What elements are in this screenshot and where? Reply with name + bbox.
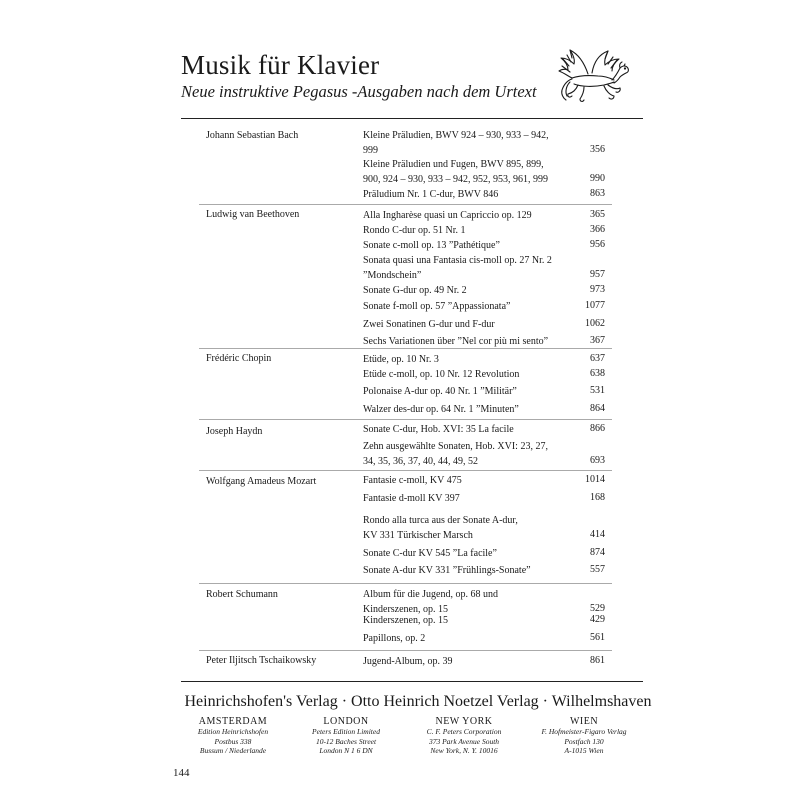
publisher-line: Heinrichshofen's Verlag · Otto Heinrich Noetzel Verlag · Wilhelmshaven	[184, 693, 652, 710]
edition-number: 990	[590, 172, 605, 184]
composer-name: Joseph Haydn	[206, 426, 263, 437]
work-title-line: Kinderszenen, op. 15	[363, 615, 448, 626]
work-title-line: Rondo C-dur op. 51 Nr. 1	[363, 225, 466, 236]
work-title	[363, 284, 573, 299]
work-title-line: ”Mondschein”	[363, 269, 422, 281]
work-title-line: Etüde, op. 10 Nr. 3	[363, 354, 439, 365]
work-title-line: Sonate C-dur, Hob. XVI: 35 La facile	[363, 424, 514, 435]
work-title-line: Fantasie c-moll, KV 475	[363, 475, 462, 486]
city-wien	[519, 716, 649, 756]
edition-number: 168	[590, 492, 605, 503]
work-title	[363, 440, 573, 469]
pegasus-icon	[558, 46, 632, 104]
work-title	[363, 368, 573, 383]
composer-name: Johann Sebastian Bach	[206, 130, 299, 141]
work-title	[363, 632, 573, 647]
work-title	[363, 188, 573, 203]
work-title-line: Etüde c-moll, op. 10 Nr. 12 Revolution	[363, 369, 520, 380]
work-title-line: Sechs Variationen über ”Nel cor più mi sento”	[363, 336, 549, 347]
edition-number: 861	[590, 655, 605, 666]
work-title	[363, 423, 573, 438]
edition-number: 365	[590, 209, 605, 220]
edition-number: 529	[590, 602, 605, 614]
group-separator	[199, 348, 612, 349]
work-title-line: Sonata quasi una Fantasia cis-moll op. 27 Nr. 2	[363, 255, 552, 266]
composer-name: Robert Schumann	[206, 589, 278, 600]
work-title-line: Kleine Präludien und Fugen, BWV 895, 899,	[363, 159, 544, 170]
work-title-line: Sonate c-moll op. 13 ”Pathétique”	[363, 240, 500, 251]
edition-number: 429	[590, 614, 605, 625]
group-separator	[199, 204, 612, 205]
work-title-line: Walzer des-dur op. 64 Nr. 1 ”Minuten”	[363, 404, 519, 415]
work-title	[363, 564, 573, 579]
city-name: AMSTERDAM	[198, 716, 268, 727]
edition-number: 864	[590, 403, 605, 414]
work-title	[363, 655, 573, 670]
work-title-line: Fantasie d-moll KV 397	[363, 493, 460, 504]
work-title-line: Alla Ingharèse quasi un Capriccio op. 129	[363, 210, 532, 221]
city-amsterdam	[168, 716, 298, 756]
work-title	[363, 254, 573, 283]
city-name: LONDON	[323, 716, 369, 727]
header-rule	[181, 118, 643, 119]
work-title	[363, 514, 573, 543]
work-title	[363, 492, 573, 507]
work-title	[363, 588, 573, 617]
work-title	[363, 158, 573, 187]
work-title	[363, 385, 573, 400]
edition-number: 414	[590, 528, 605, 540]
city-address-line: Peters Edition Limited	[312, 727, 380, 736]
city-address-line: Edition Heinrichshofen	[197, 727, 269, 736]
edition-number: 1014	[585, 474, 605, 485]
work-title-line: Präludium Nr. 1 C-dur, BWV 846	[363, 189, 499, 200]
composer-name: Wolfgang Amadeus Mozart	[206, 476, 317, 487]
city-new-york	[399, 716, 529, 756]
edition-number: 366	[590, 224, 605, 235]
edition-number: 356	[590, 143, 605, 155]
work-title	[363, 224, 573, 239]
edition-number: 531	[590, 385, 605, 396]
work-title	[363, 614, 573, 629]
edition-number: 367	[590, 335, 605, 346]
work-title-line: Sonate C-dur KV 545 ”La facile”	[363, 548, 497, 559]
edition-number: 863	[590, 188, 605, 199]
edition-number: 637	[590, 353, 605, 364]
work-title-line: Rondo alla turca aus der Sonate A-dur,	[363, 515, 518, 526]
work-title	[363, 239, 573, 254]
work-title-line: Kinderszenen, op. 15	[363, 603, 448, 615]
city-address-line: C. F. Peters Corporation	[426, 727, 502, 736]
work-title-line: 999	[363, 144, 378, 156]
work-title-line: Sonate A-dur KV 331 ”Frühlings-Sonate”	[363, 565, 531, 576]
work-title	[363, 547, 573, 562]
city-address-line: 10-12 Baches Street	[315, 736, 377, 746]
edition-number: 973	[590, 284, 605, 295]
page-subtitle: Neue instruktive Pegasus -Ausgaben nach dem Urtext	[181, 82, 537, 101]
edition-number: 557	[590, 564, 605, 575]
group-separator	[199, 583, 612, 584]
edition-number: 957	[590, 268, 605, 280]
group-separator	[199, 650, 612, 651]
edition-number: 693	[590, 454, 605, 466]
work-title-line: Zwei Sonatinen G-dur und F-dur	[363, 319, 495, 330]
city-address-line: Bussum / Niederlande	[199, 746, 267, 755]
city-address-line: Postbus 338	[214, 736, 252, 746]
work-title	[363, 209, 573, 224]
footer-rule	[181, 681, 643, 682]
edition-number: 638	[590, 368, 605, 379]
page-title: Musik für Klavier	[181, 50, 380, 80]
composer-name: Ludwig van Beethoven	[206, 209, 300, 220]
city-address-line: London N 1 6 DN	[319, 746, 373, 755]
group-separator	[199, 470, 612, 471]
work-title	[363, 353, 573, 368]
work-title-line: Album für die Jugend, op. 68 und	[363, 589, 498, 600]
work-title-line: KV 331 Türkischer Marsch	[363, 529, 473, 541]
city-address-line: A-1015 Wien	[564, 746, 604, 755]
work-title	[363, 403, 573, 418]
work-title-line: Papillons, op. 2	[363, 633, 426, 644]
edition-number: 956	[590, 239, 605, 250]
work-title-line: Kleine Präludien, BWV 924 – 930, 933 – 942,	[363, 130, 549, 141]
edition-number: 874	[590, 547, 605, 558]
group-separator	[199, 419, 612, 420]
city-address-line: 373 Park Avenue South	[428, 736, 500, 746]
page-number: 144	[173, 767, 190, 779]
edition-number: 1062	[585, 318, 605, 329]
work-title-line: Zehn ausgewählte Sonaten, Hob. XVI: 23, 27,	[363, 441, 548, 452]
work-title-line: Sonate G-dur op. 49 Nr. 2	[363, 285, 467, 296]
edition-number: 866	[590, 423, 605, 434]
city-name: WIEN	[569, 716, 599, 727]
work-title-line: 34, 35, 36, 37, 40, 44, 49, 52	[363, 455, 478, 467]
city-address-line: Postfach 130	[564, 736, 604, 746]
work-title	[363, 300, 573, 315]
work-title-line: Sonate f-moll op. 57 ”Appassionata”	[363, 301, 511, 312]
work-title-line: Jugend-Album, op. 39	[363, 656, 453, 667]
work-title-line: 900, 924 – 930, 933 – 942, 952, 953, 961, 999	[363, 173, 548, 185]
city-address-line: F. Hofmeister-Figaro Verlag	[541, 727, 627, 736]
work-title	[363, 474, 573, 489]
edition-number: 1077	[585, 300, 605, 311]
work-title	[363, 129, 573, 158]
composer-name: Frédéric Chopin	[206, 353, 272, 364]
work-title-line: Polonaise A-dur op. 40 Nr. 1 ”Militär”	[363, 386, 517, 397]
city-address-line: New York, N. Y. 10016	[430, 746, 498, 755]
city-name: NEW YORK	[435, 716, 493, 727]
composer-name: Peter Iljitsch Tschaikowsky	[206, 655, 317, 666]
city-london	[281, 716, 411, 756]
edition-number: 561	[590, 632, 605, 643]
work-title	[363, 318, 573, 333]
